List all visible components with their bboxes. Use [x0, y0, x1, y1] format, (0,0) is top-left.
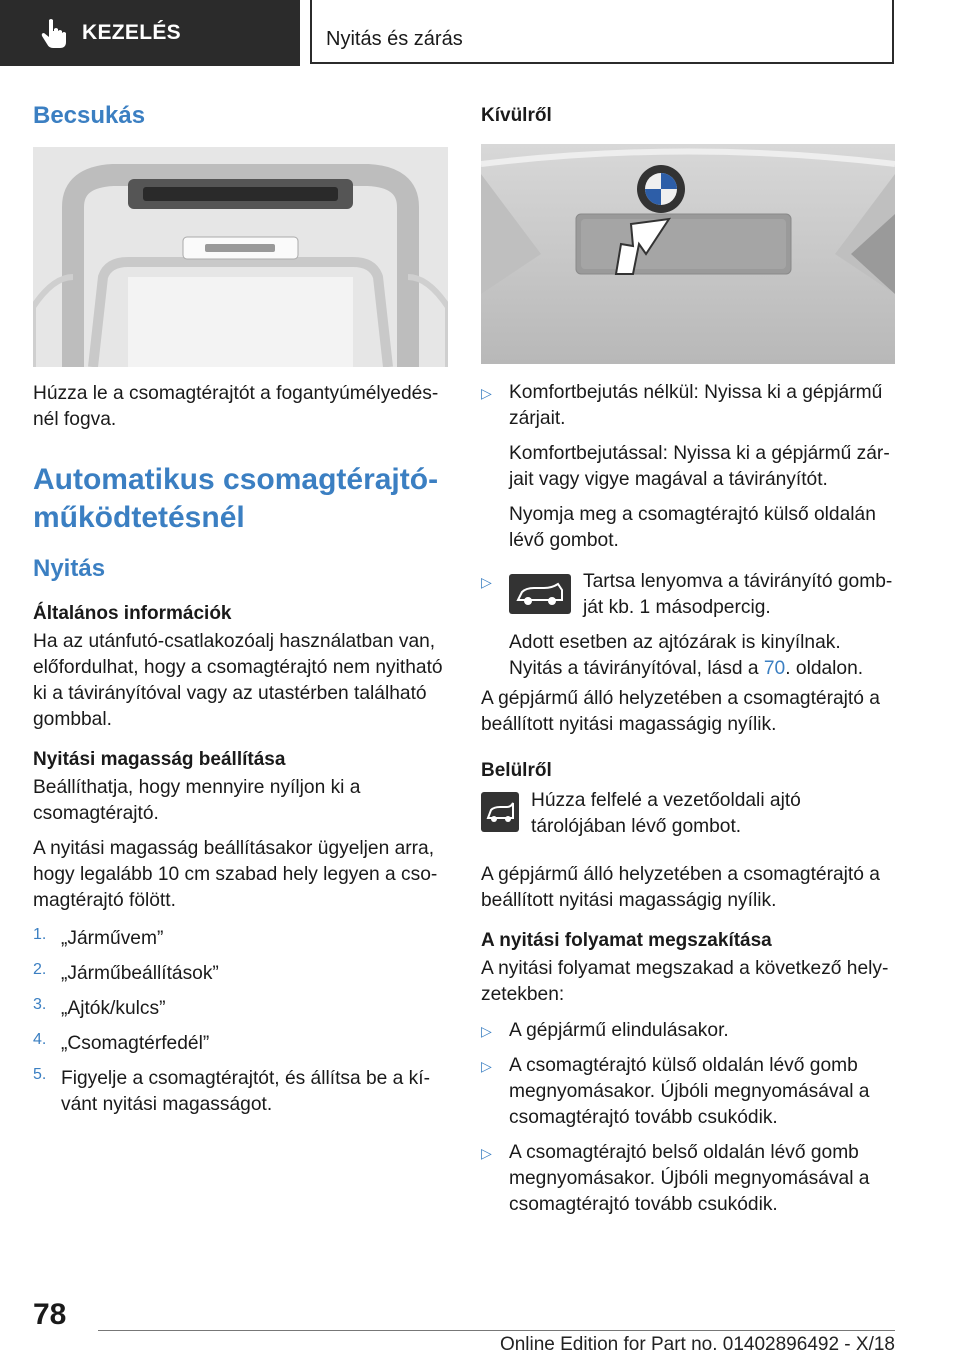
closing-heading: Becsukás: [33, 102, 146, 129]
list-item: [481, 1018, 895, 1044]
steps-list: [33, 926, 448, 1118]
auto-heading-line2: működtetésnél: [33, 501, 245, 534]
step-text: „Ajtók/kulcs”: [61, 998, 166, 1019]
pointing-hand-icon: [34, 13, 74, 53]
chapter-tab: [310, 0, 894, 64]
bullet-text-prefix: Adott esetben az ajtózárak is kinyílnak. Nyitás a távirányítóval, lásd a: [509, 632, 841, 679]
section-label: KEZELÉS: [82, 21, 181, 44]
section-tab: [0, 0, 300, 66]
tailgate-exterior-illustration: [481, 144, 895, 364]
list-item: [33, 1066, 448, 1118]
outside-result-text: A gépjármű álló helyzetében a csomagtérajtó a beállított nyitási magasságig nyílik.: [481, 688, 880, 735]
inside-result-text: A gépjármű álló helyzetében a csomagtérajtó a beállított nyitási magasságig nyílik.: [481, 864, 880, 911]
outside-heading: Kívülről: [481, 105, 552, 126]
general-info-text: Ha az utánfutó-csatlakozóalj használatban van, előfordulhat, hogy a csomagtérajtó nem nyitható ki a távirányítóval vagy az utastérben található gombbal.: [33, 631, 443, 730]
step-text: „Járművem”: [61, 928, 164, 949]
height-setting-text1: Beállíthatja, hogy mennyire nyíljon ki a csomagtérajtó.: [33, 777, 361, 824]
bullet-text: Tartsa lenyomva a távirányító gombját kb. 1 másodpercig.: [583, 571, 893, 618]
left-column: [33, 98, 448, 1127]
list-item: [481, 380, 895, 554]
step-number: 4.: [33, 1031, 47, 1048]
inside-heading: Belülről: [481, 760, 552, 781]
footer-divider: [98, 1330, 895, 1331]
page-number: 78: [33, 1298, 67, 1331]
car-tailgate-key-icon: [509, 574, 571, 614]
list-item: [33, 1031, 448, 1057]
height-setting-heading: Nyitási magasság beállítása: [33, 749, 286, 770]
step-number: 3.: [33, 996, 47, 1013]
bullet-triangle-icon: ▷: [481, 1145, 492, 1161]
bullet-text: Komfortbejutással: Nyissa ki a gépjármű zárjait vagy vigye magával a távirányítót.: [509, 443, 890, 490]
step-number: 2.: [33, 961, 47, 978]
general-info-heading: Általános információk: [33, 603, 232, 624]
list-item: [33, 996, 448, 1022]
list-item: [33, 961, 448, 987]
bullet-text-suffix: . oldalon.: [785, 658, 864, 679]
bullet-triangle-icon: ▷: [481, 574, 492, 590]
step-text: „Csomagtérfedél”: [61, 1033, 210, 1054]
step-text: „Járműbeállítások”: [61, 963, 219, 984]
page-header: [0, 0, 960, 66]
closing-text: Húzza le a csomagtérajtót a fogantyúmélyedésnél fogva.: [33, 383, 439, 430]
bullet-text: A gépjármű elindulásakor.: [509, 1020, 729, 1041]
right-column: [481, 98, 895, 1218]
bullet-text: A csomagtérajtó külső oldalán lévő gomb megnyomásakor. Újbóli megnyomásával a csomagtérajtó tovább csukódik.: [509, 1055, 870, 1128]
bullet-text: [509, 630, 895, 682]
bullet-text: Nyomja meg a csomagtérajtó külső oldalán lévő gombot.: [509, 504, 876, 551]
bullet-text: Komfortbejutás nélkül: Nyissa ki a gépjármű zárjait.: [509, 382, 883, 429]
height-setting-text2: A nyitási magasság beállításakor ügyeljen arra, hogy legalább 10 cm szabad hely legyen a csomagtérajtó fölött.: [33, 838, 438, 911]
list-item: [33, 926, 448, 952]
bullet-triangle-icon: ▷: [481, 385, 492, 401]
interrupt-heading: A nyitási folyamat megszakítása: [481, 930, 772, 951]
interrupt-list: [481, 1018, 895, 1218]
list-item: [481, 1140, 895, 1218]
page-reference-link[interactable]: 70: [763, 658, 786, 679]
tailgate-button-icon: [481, 792, 519, 832]
tailgate-interior-illustration: [33, 147, 448, 367]
inside-text: Húzza felfelé a vezetőoldali ajtó tárolójában lévő gombot.: [531, 790, 801, 837]
interrupt-text: A nyitási folyamat megszakad a következő helyzetekben:: [481, 958, 889, 1005]
list-item: [481, 1053, 895, 1131]
bullet-triangle-icon: ▷: [481, 1023, 492, 1039]
step-text: Figyelje a csomagtérajtót, és állítsa be a kívánt nyitási magasságot.: [61, 1068, 430, 1115]
step-number: 1.: [33, 926, 47, 943]
opening-heading: Nyitás: [33, 555, 106, 582]
bullet-triangle-icon: ▷: [481, 1058, 492, 1074]
step-number: 5.: [33, 1066, 47, 1083]
bullet-text: A csomagtérajtó belső oldalán lévő gomb megnyomásakor. Újbóli megnyomásával a csomagtérajtó tovább csukódik.: [509, 1142, 870, 1215]
chapter-label: Nyitás és zárás: [326, 28, 463, 50]
auto-tailgate-heading: [33, 461, 448, 537]
list-item: [481, 569, 895, 682]
edition-text: Online Edition for Part no. 01402896492 - X/18: [499, 1334, 895, 1355]
inside-instruction: [481, 788, 895, 840]
auto-heading-line1: Automatikus csomagtérajtó-: [33, 463, 439, 496]
